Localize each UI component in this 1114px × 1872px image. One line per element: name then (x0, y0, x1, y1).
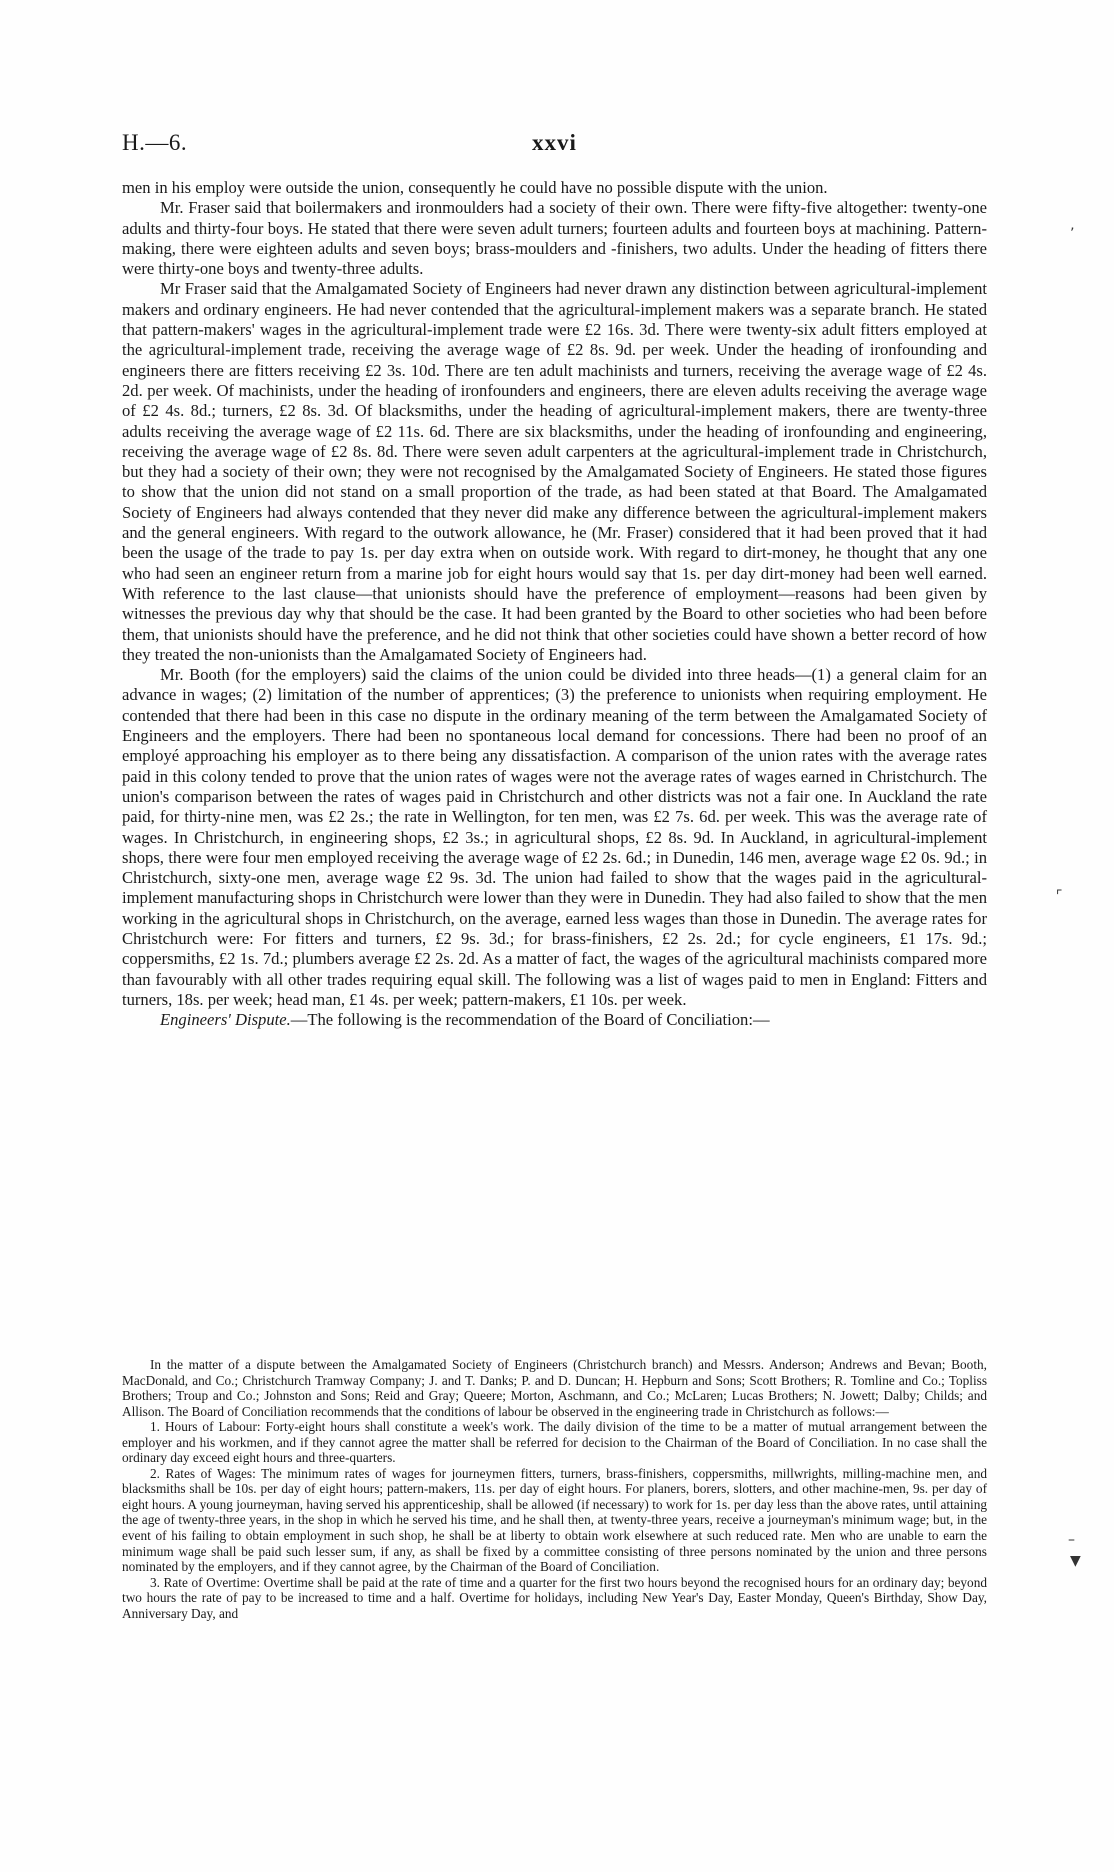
paragraph: Mr Fraser said that the Amalgamated Society of Engineers had never drawn any distinction between agricultural-implement makers and ordinary engineers. He had never contended that the agricultural-implement makers was a separate branch. He stated that pattern-makers' wages in the agricultural-implement trade were £2 16s. 3d. There were twenty-six adult fitters employed at the agricultural-implement trade, receiving the average wage of £2 8s. 9d. per week. Under the heading of ironfounding and engineers there are fitters receiving £2 3s. 10d. There are ten adult machinists and turners, receiving the average wage of £2 4s. 2d. per week. Of machinists, under the heading of ironfounders and engineers, there are eleven adults receiving the average wage of £2 4s. 8d.; turners, £2 8s. 3d. Of blacksmiths, under the heading of agricultural-implement makers, there are twenty-three adults receiving the average wage of £2 11s. 6d. There are six blacksmiths, under the heading of ironfounding and engineering, receiving the average wage of £2 8s. 8d. There were seven adult carpenters at the agricultural-implement trade in Christchurch, but they had a society of their own; they were not recognised by the Amalgamated Society of Engineers. He stated those figures to show that the union did not stand on a small proportion of the trade, as had been stated at that Board. The Amalgamated Society of Engineers had always contended that they never did make any difference between the agricultural-implement makers and the general engineers. With regard to the outwork allowance, he (Mr. Fraser) considered that it had been proved that it had been the usage of the trade to pay 1s. per day extra when on outside work. With regard to dirt-money, he thought that any one who had seen an engineer return from a marine job for eight hours would say that 1s. per day dirt-money had been well earned. With reference to the last clause—that unionists should have the preference of employment—reasons had been given by witnesses the previous day why that should be the case. It had been granted by the Board to other societies who had been before them, that unionists should have the preference, and he did not think that other societies could have shown a better record of how they treated the non-unionists than the Amalgamated Society of Engineers had. (122, 279, 987, 664)
recommendation-clause: 3. Rate of Overtime: Overtime shall be paid at the rate of time and a quarter for the first two hours beyond the recognised hours for an ordinary day; beyond two hours the rate of pay to be increased to time and a half. Overtime for holidays, including New Year's Day, Easter Monday, Queen's Birthday, Show Day, Anniversary Day, and (122, 1574, 987, 1621)
margin-speck: ▼ (1070, 1553, 1081, 1569)
document-reference: H.—6. (122, 130, 188, 155)
recommendation-clause: 1. Hours of Labour: Forty-eight hours shall constitute a week's work. The daily division of the time to be a matter of mutual arrangement between the employer and his workmen, and if they cannot agree the matter shall be referred for decision to the Chairman of the Board of Conciliation. In no case shall the ordinary day exceed eight hours and three-quarters. (122, 1419, 987, 1466)
dispute-heading-paragraph (122, 1010, 987, 1030)
page-header (122, 130, 987, 164)
body-text (122, 178, 987, 1030)
board-recommendation (122, 1357, 987, 1621)
paragraph: Mr. Booth (for the employers) said the claims of the union could be divided into three heads—(1) a general claim for an advance in wages; (2) limitation of the number of apprentices; (3) the preference to unionists when requiring employment. He contended that there had been in this case no dispute in the ordinary meaning of the term between the Amalgamated Society of Engineers and the employers. There had been no spontaneous local demand for concessions. There had been no proof of an employé approaching his employer as to there being any dissatisfaction. A comparison of the union rates with the average rates paid in this colony tended to prove that the union rates of wages were not the average rates of wages earned in Christchurch. The union's comparison between the rates of wages paid in Christchurch and other districts was not a fair one. In Auckland the rate paid, for thirty-nine men, was £2 2s.; the rate in Wellington, for ten men, was £2 7s. 6d. per week. This was the average rate of wages. In Christchurch, in engineering shops, £2 3s.; in agricultural shops, £2 8s. 9d. In Auckland, in agricultural-implement shops, there were four men employed receiving the average wage of £2 2s. 6d.; in Dunedin, 146 men, average wage £2 0s. 9d.; in Christchurch, sixty-one men, average wage £2 9s. 3d. The union had failed to show that the wages paid in the agricultural-implement manufacturing shops in Christchurch were lower than they were in Dunedin. They had also failed to show that the men working in the agricultural shops in Christchurch, on the average, earned less wages than those in Dunedin. The average rates for Christchurch were: For fitters and turners, £2 9s. 3d.; for brass-finishers, £2 2s. 2d.; for cycle engineers, £1 17s. 9d.; coppersmiths, £2 1s. 7d.; plumbers average £2 2s. 2d. As a matter of fact, the wages of the agricultural machinists compared more than favourably with all other trades requiring equal skill. The following was a list of wages paid to men in England: Fitters and turners, 18s. per week; head man, £1 4s. per week; pattern-makers, £1 10s. per week. (122, 665, 987, 1009)
margin-speck: ’ (1070, 226, 1075, 242)
dispute-title: Engineers' Dispute. (160, 1010, 291, 1030)
dispute-intro: —The following is the recommendation of the Board of Conciliation:— (290, 1010, 770, 1030)
paragraph: men in his employ were outside the union, consequently he could have no possible dispute with the union. (122, 178, 828, 197)
recommendation-clause: 2. Rates of Wages: The minimum rates of wages for journeymen fitters, turners, brass-finishers, coppersmiths, millwrights, milling-machine men, and blacksmiths shall be 10s. per day of eight hours; pattern-makers, 11s. per day of eight hours. For planers, borers, slotters, and other machine-men, 9s. per day of eight hours. A young journeyman, having served his apprenticeship, shall be allowed (if necessary) to work for 1s. per day less than the above rates, until attaining the age of twenty-three years, in the shop in which he served his time, and he shall then, at twenty-three years, receive a journeyman's minimum wage; but, in the event of his failing to obtain employment in such shop, he shall be at liberty to obtain work elsewhere at such reduced rate. Men who are unable to earn the minimum wage shall be paid such lesser sum, if any, as shall be fixed by a committee consisting of three persons nominated by the union and three persons nominated by the employers, and if they cannot agree, by the Chairman of the Board of Conciliation. (122, 1465, 987, 1575)
recommendation-preamble: In the matter of a dispute between the Amalgamated Society of Engineers (Christchurch branch) and Messrs. Anderson; Andrews and Bevan; Booth, MacDonald, and Co.; Christchurch Tramway Company; J. and T. Danks; P. and D. Duncan; H. Hepburn and Sons; Scott Brothers; R. Tomline and Co.; Topliss Brothers; Troup and Co.; Johnston and Sons; Reid and Gray; Queere; Morton, Aschmann, and Co.; McLaren; Lucas Brothers; N. Jowett; Dalby; Childs; and Allison. The Board of Conciliation recommends that the conditions of labour be observed in the engineering trade in Christchurch as follows:— (122, 1357, 987, 1419)
margin-speck: ⌜ (1056, 888, 1063, 904)
paragraph: Mr. Fraser said that boilermakers and ironmoulders had a society of their own. There were fifty-five altogether: twenty-one adults and thirty-four boys. He stated that there were seven adult turners; fourteen adults and fourteen boys at machining. Pattern-making, there were eighteen adults and seven boys; brass-moulders and -finishers, two adults. Under the heading of fitters there were thirty-one boys and twenty-three adults. (122, 198, 987, 279)
page-number: xxvi (532, 130, 577, 155)
margin-speck: – (1068, 1532, 1075, 1548)
